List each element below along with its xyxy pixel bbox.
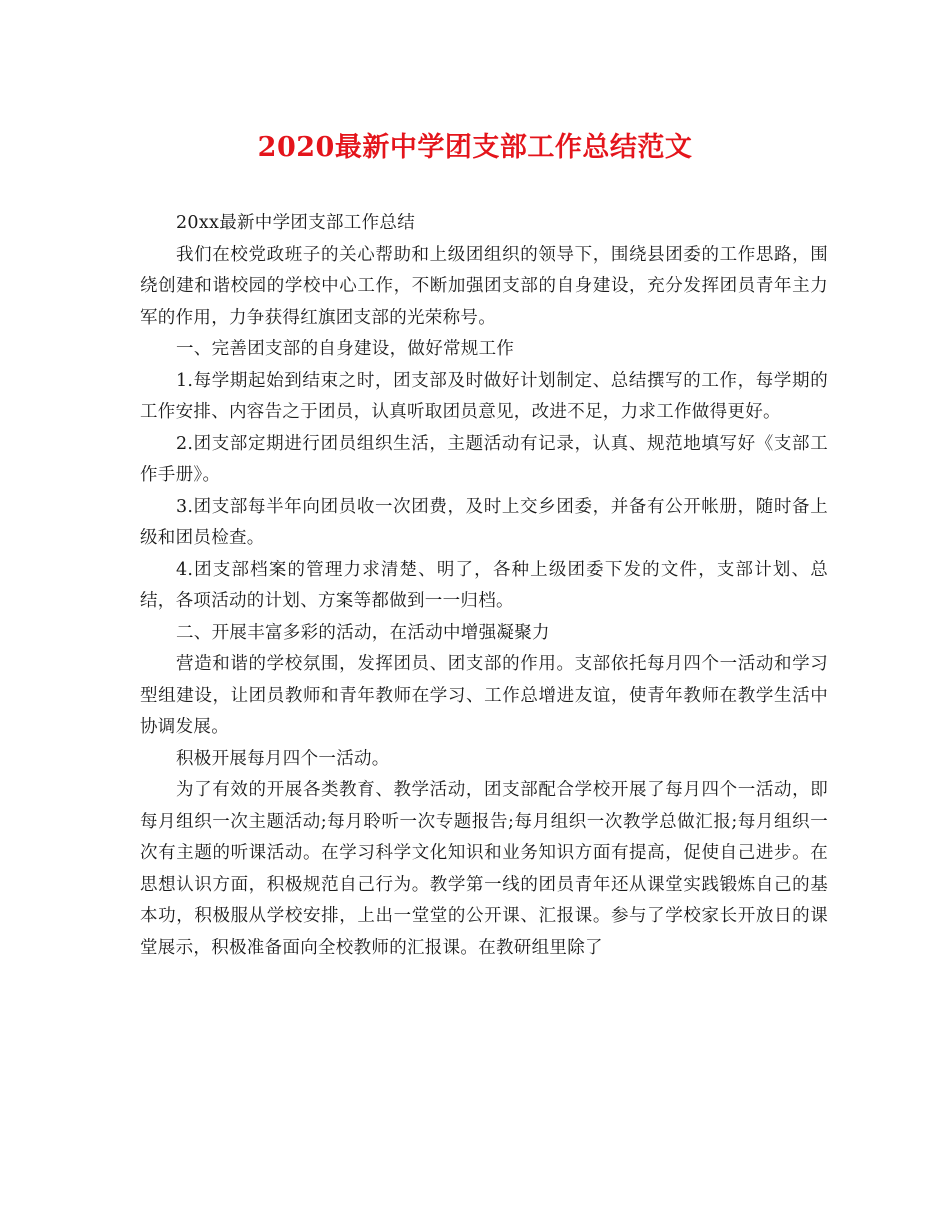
paragraph-item-3: 3.团支部每半年向团员收一次团费，及时上交乡团委，并备有公开帐册，随时备上级和团员检查。 <box>140 496 828 548</box>
section-heading-1: 一、完善团支部的自身建设，做好常规工作 <box>176 339 515 359</box>
section-heading-2: 二、开展丰富多彩的活动，在活动中增强凝聚力 <box>176 622 550 643</box>
paragraph-subtitle: 20xx最新中学团支部工作总结 <box>176 213 416 233</box>
paragraph-atmosphere: 营造和谐的学校氛围，发挥团员、团支部的作用。支部依托每月四个一活动和学习型组建设，让团员教师和青年教师在学习、工作总增进友谊，使青年教师在教学生活中协调发展。 <box>140 654 828 737</box>
document-body <box>140 208 828 964</box>
paragraph-item-4: 4.团支部档案的管理力求清楚、明了，各种上级团委下发的文件，支部计划、总结，各项活动的计划、方案等都做到一一归档。 <box>140 559 828 611</box>
paragraph-item-1: 1.每学期起始到结束之时，团支部及时做好计划制定、总结撰写的工作，每学期的工作安排、内容告之于团员，认真听取团员意见，改进不足，力求工作做得更好。 <box>140 370 828 422</box>
paragraph-intro: 我们在校党政班子的关心帮助和上级团组织的领导下，围绕县团委的工作思路，围绕创建和谐校园的学校中心工作，不断加强团支部的自身建设，充分发挥团员青年主力军的作用，力争获得红旗团支部的光荣称号。 <box>140 244 828 328</box>
paragraph-activity-heading: 积极开展每月四个一活动。 <box>176 748 390 769</box>
paragraph-item-2: 2.团支部定期进行团员组织生活，主题活动有记录，认真、规范地填写好《支部工作手册》。 <box>140 433 828 485</box>
document-title: 2020最新中学团支部工作总结范文 <box>257 132 693 163</box>
paragraph-activity-detail: 为了有效的开展各类教育、教学活动，团支部配合学校开展了每月四个一活动，即每月组织一次主题活动;每月聆听一次专题报告;每月组织一次教学总做汇报;每月组织一次有主题的听课活动。在学习科学文化知识和业务知识方面有提高，促使自己进步。在思想认识方面，积极规范自己行为。教学第一线的团员青年还从课堂实践锻炼自己的基本功，积极服从学校安排，上出一堂堂的公开课、汇报课。参与了学校家长开放日的课堂展示，积极准备面向全校教师的汇报课。在教研组里除了 <box>140 780 828 958</box>
